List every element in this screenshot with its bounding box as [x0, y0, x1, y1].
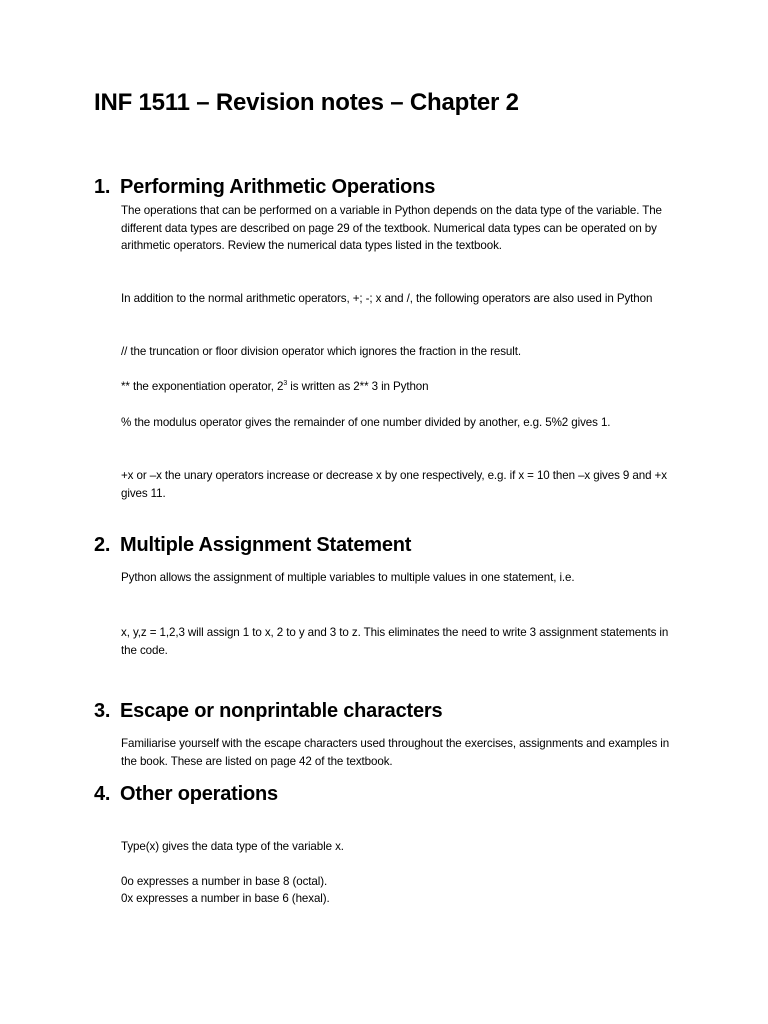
section-title: Multiple Assignment Statement [120, 534, 412, 556]
section-heading-escape-characters [94, 700, 442, 723]
section-heading-arithmetic [94, 176, 435, 199]
document-title: INF 1511 – Revision notes – Chapter 2 [94, 89, 519, 116]
paragraph-exponentiation: ** the exponentiation operator, $2^3$ is written as 2** 3 in Python [121, 380, 429, 393]
paragraph-octal: 0o expresses a number in base 8 (octal). [121, 875, 328, 888]
paragraph-data-types: The operations that can be performed on a variable in Python depends on the data type of the variable. The different data types are described on page 29 of the textbook. Numerical data types can be operated on by arithmetic operators. Review the numerical data types listed in the textbook. [121, 204, 662, 253]
section-heading-multiple-assignment [94, 534, 411, 557]
paragraph-type-function: Type(x) gives the data type of the variable x. [121, 840, 344, 853]
section-number: 3. [94, 700, 111, 722]
paragraph-operators-intro: In addition to the normal arithmetic operators, +; -; x and /, the following operators are also used in Python [121, 292, 653, 305]
section-heading-other-operations [94, 783, 278, 806]
section-title: Escape or nonprintable characters [120, 700, 443, 722]
section-title: Other operations [120, 783, 278, 805]
paragraph-assignment-intro: Python allows the assignment of multiple variables to multiple values in one statement, i.e. [121, 571, 575, 584]
paragraph-modulus: % the modulus operator gives the remainder of one number divided by another, e.g. 5%2 gives 1. [121, 416, 611, 429]
section-number: 4. [94, 783, 111, 805]
section-title: Performing Arithmetic Operations [120, 176, 436, 198]
paragraph-escape-characters: Familiarise yourself with the escape characters used throughout the exercises, assignments and examples in the book. These are listed on page 42 of the textbook. [121, 737, 670, 768]
paragraph-assignment-example: x, y,z = 1,2,3 will assign 1 to x, 2 to y and 3 to z. This eliminates the need to write 3 assignment statements in the code. [121, 626, 669, 657]
paragraph-unary: +x or –x the unary operators increase or decrease x by one respectively, e.g. if x = 10 then –x gives 9 and +x gives 11. [121, 469, 667, 500]
paragraph-hexal: 0x expresses a number in base 6 (hexal). [121, 892, 330, 905]
section-number: 2. [94, 534, 111, 556]
paragraph-floor-division: // the truncation or floor division operator which ignores the fraction in the result. [121, 345, 521, 358]
section-number: 1. [94, 176, 111, 198]
